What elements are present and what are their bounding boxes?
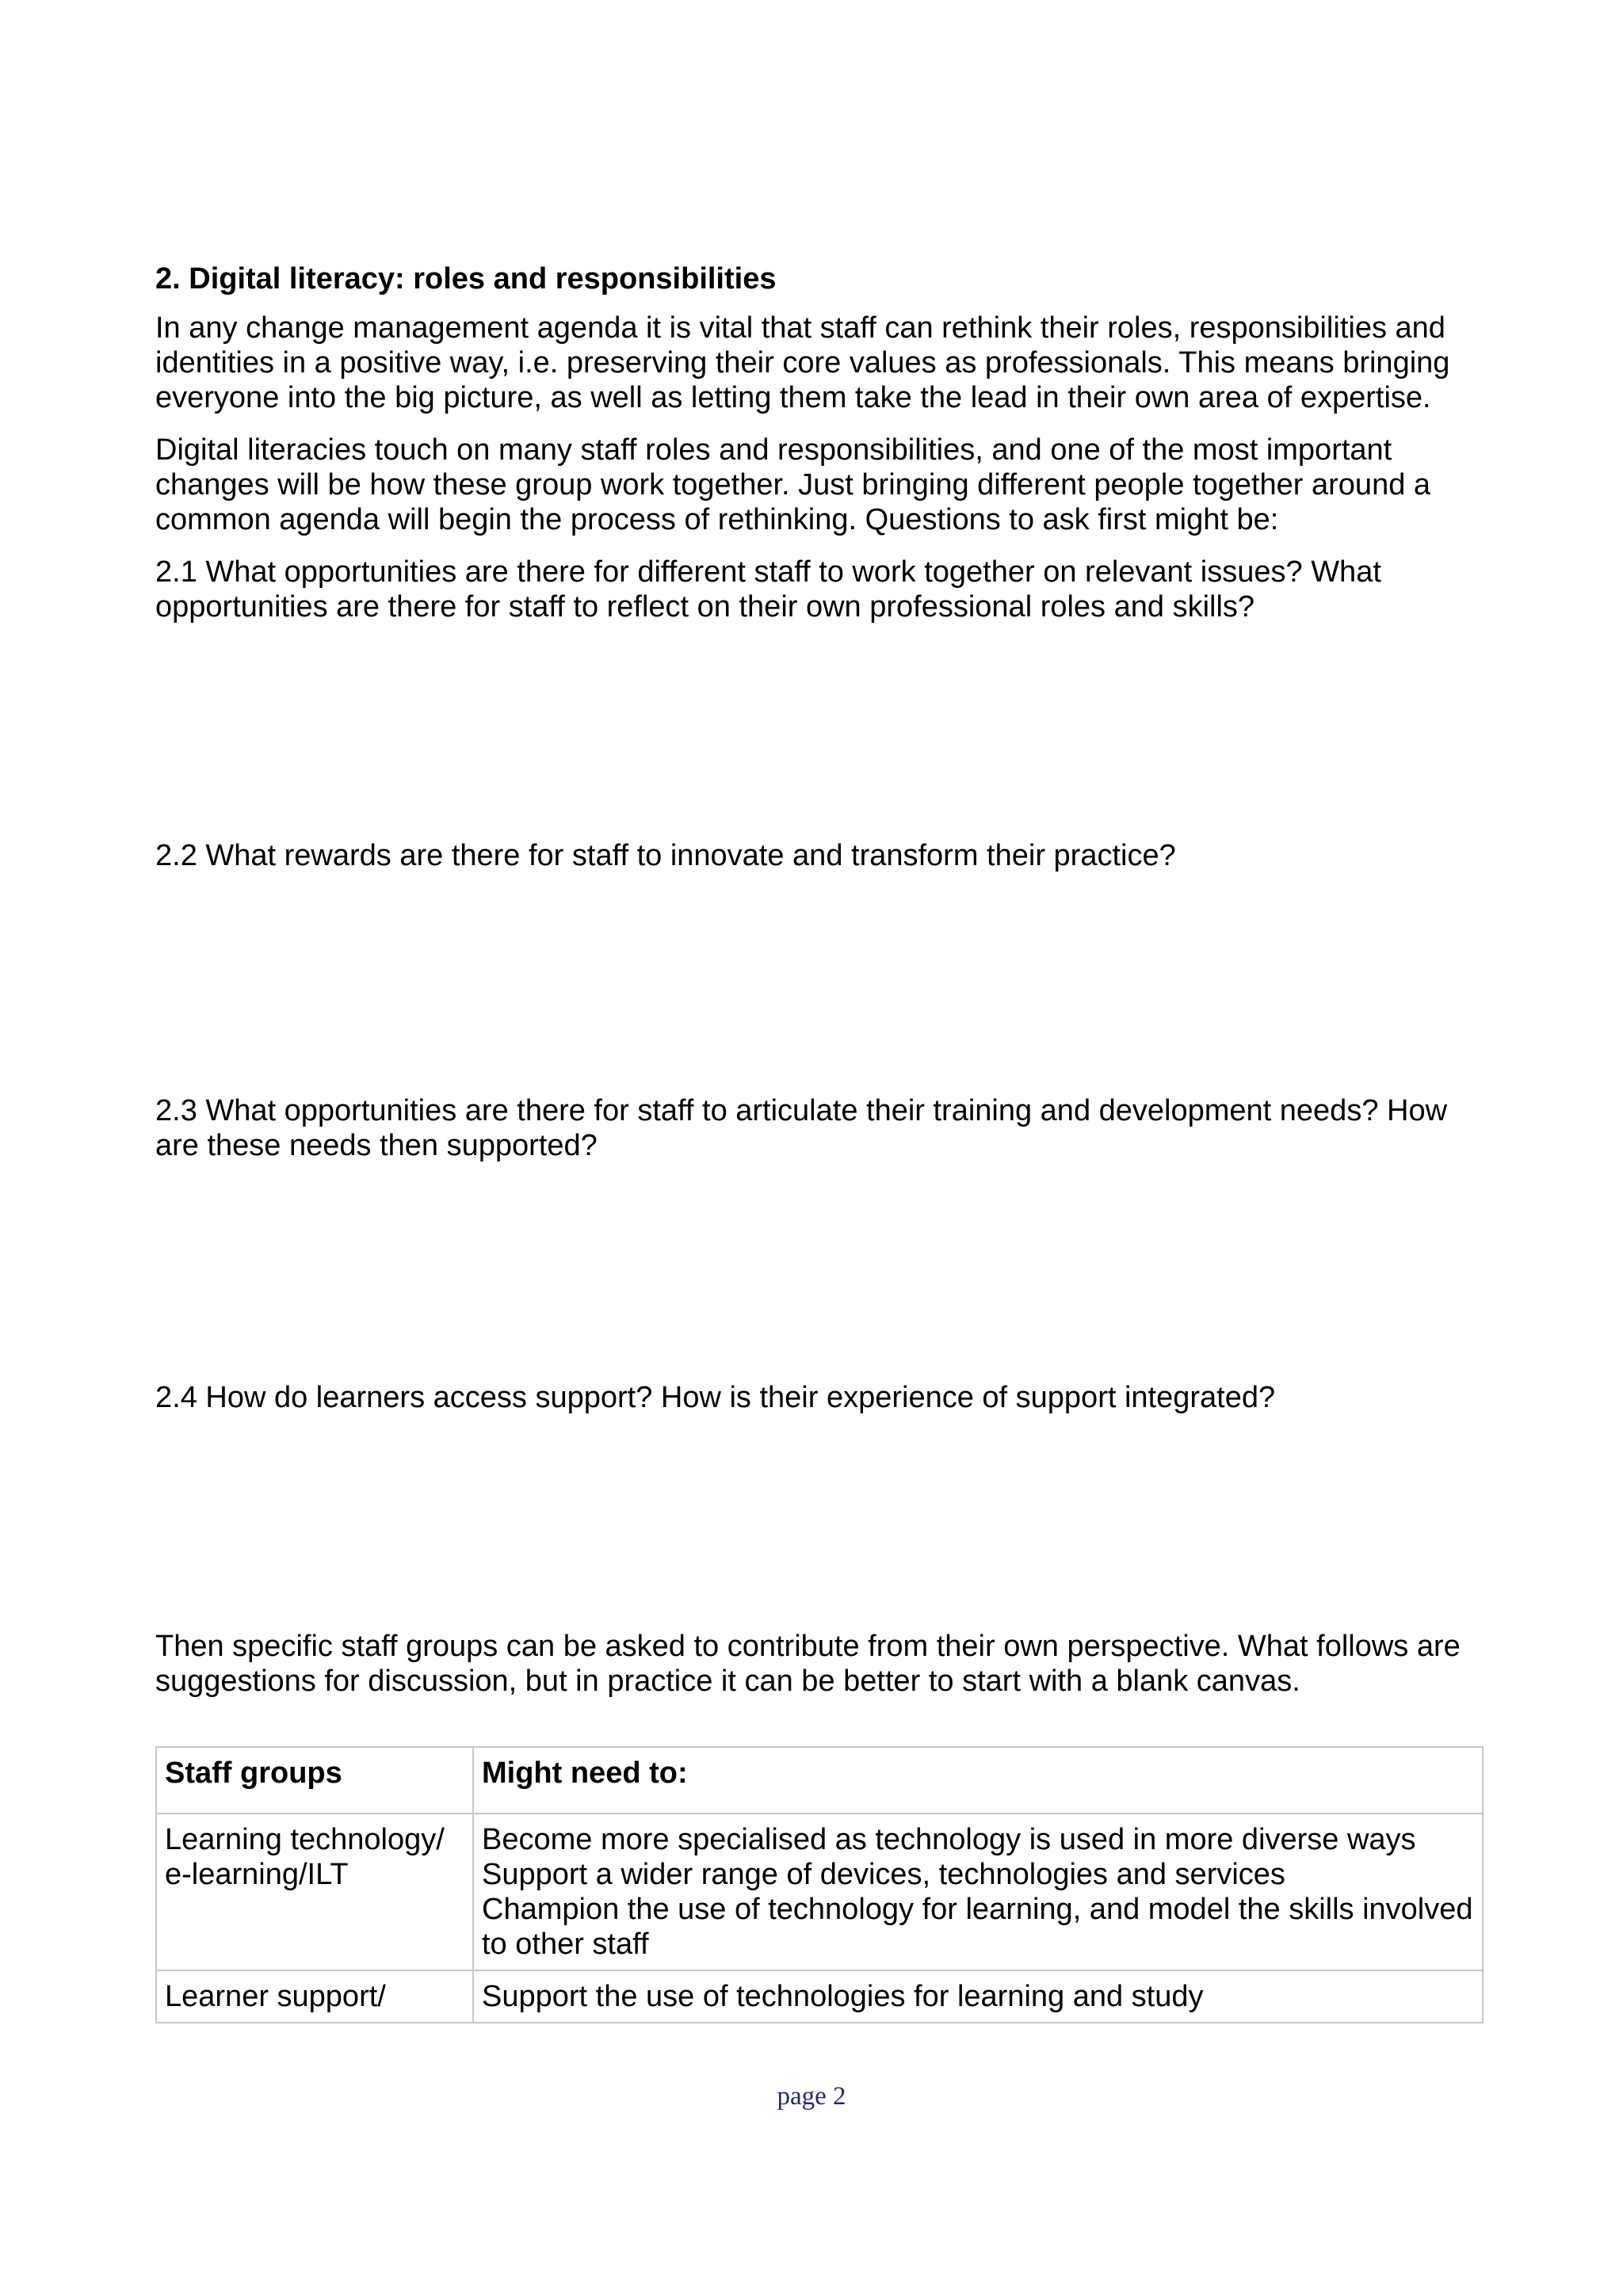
- cell-needs: [473, 1970, 1483, 2023]
- table-header-row: [156, 1747, 1483, 1814]
- cell-staff-group: [156, 1970, 473, 2023]
- group-line: Learner support/: [165, 1980, 386, 2013]
- question-2-1: 2.1 What opportunities are there for different staff to work together on relevant issues? What opportunities are there for staff to reflect on their own professional roles and skills?: [155, 555, 1381, 624]
- need-item: Champion the use of technology for learning, and model the skills involved to other staff: [482, 1893, 1473, 1961]
- staff-groups-table: [155, 1746, 1484, 2023]
- question-2-4: 2.4 How do learners access support? How is their experience of support integrated?: [155, 1381, 1276, 1414]
- group-line: Learning technology/: [165, 1823, 445, 1856]
- group-line: e-learning/ILT: [165, 1858, 349, 1891]
- paragraph-digital-literacies: Digital literacies touch on many staff roles and responsibilities, and one of the most important changes will be how these group work together. Just bringing different people together around a common agenda will begin the process of rethinking. Questions to ask first might be:: [155, 433, 1431, 536]
- paragraph-change-management: In any change management agenda it is vital that staff can rethink their roles, responsibilities and identities in a positive way, i.e. preserving their core values as professionals. This means bringing everyone into the big picture, as well as letting them take the lead in their own area of expertise.: [155, 311, 1450, 414]
- question-2-2: 2.2 What rewards are there for staff to innovate and transform their practice?: [155, 839, 1176, 872]
- header-might-need-to: Might need to:: [473, 1747, 1483, 1814]
- need-item: Support a wider range of devices, technologies and services: [482, 1858, 1285, 1891]
- table-row: [156, 1814, 1483, 1970]
- paragraph-staff-groups-intro: Then specific staff groups can be asked to contribute from their own perspective. What follows are suggestions for discussion, but in practice it can be better to start with a blank canvas.: [155, 1630, 1461, 1698]
- need-item: Support the use of technologies for learning and study: [482, 1980, 1204, 2013]
- cell-staff-group: [156, 1814, 473, 1970]
- page-content: [155, 261, 1487, 2023]
- table-row: [156, 1970, 1483, 2023]
- need-item: Become more specialised as technology is used in more diverse ways: [482, 1823, 1416, 1856]
- section-heading: 2. Digital literacy: roles and responsibilities: [155, 262, 777, 296]
- cell-needs: [473, 1814, 1483, 1970]
- header-staff-groups: Staff groups: [156, 1747, 473, 1814]
- question-2-3: 2.3 What opportunities are there for staff to articulate their training and development needs? How are these needs then supported?: [155, 1094, 1448, 1162]
- page-number: page 2: [777, 2082, 846, 2111]
